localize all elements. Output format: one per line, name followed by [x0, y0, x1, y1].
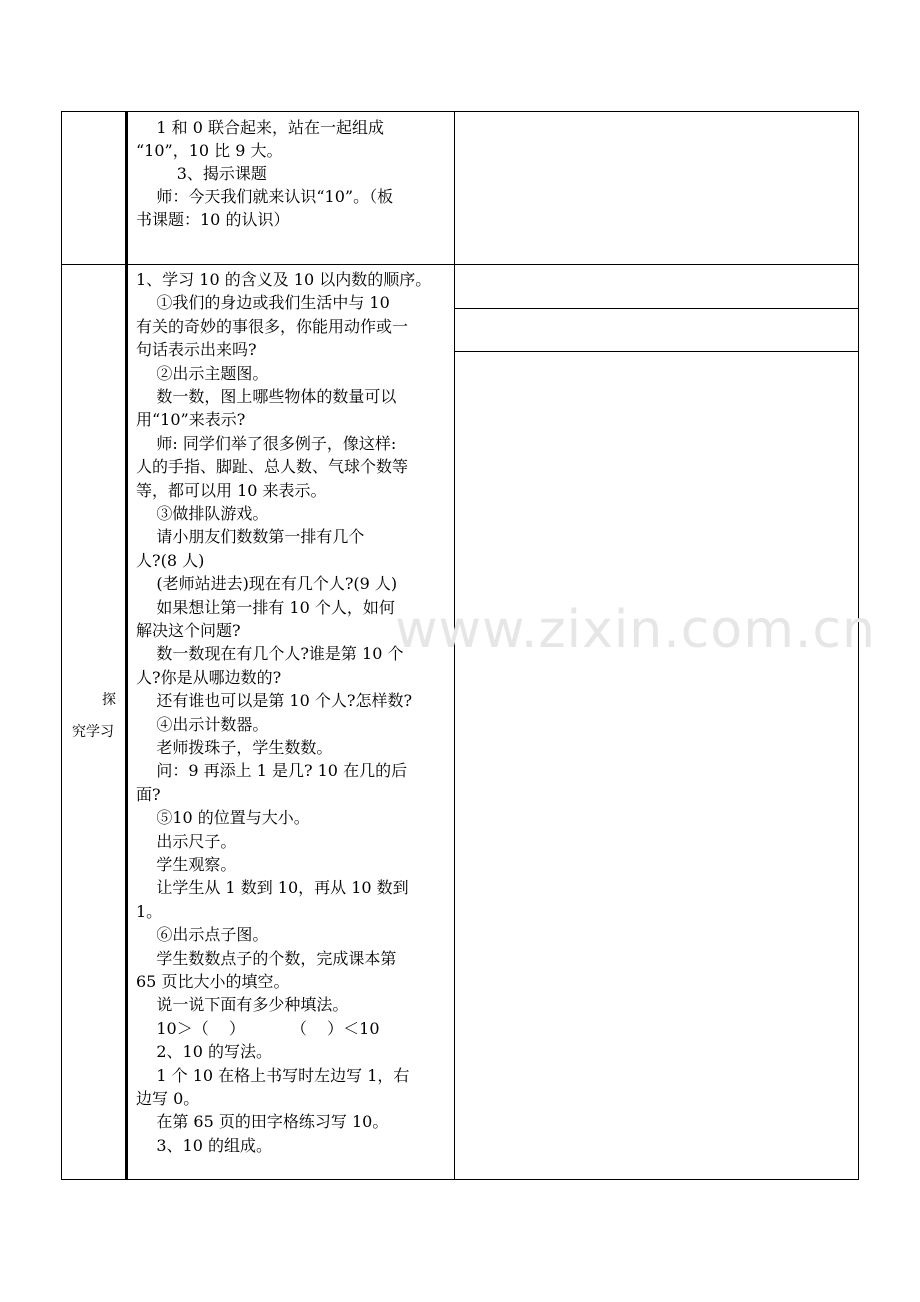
content-line: 师: 同学们举了很多例子，像这样:: [136, 433, 397, 453]
content-line: 3、揭示课题: [136, 164, 267, 183]
content-line: 数一数现在有几个人?谁是第 10 个: [136, 644, 404, 664]
content-line: 1 个 10 在格上书写时左边写 1，右: [136, 1065, 410, 1085]
content-line: 边写 0。: [136, 1089, 200, 1108]
content-line: 老师拨珠子，学生数数。: [136, 738, 333, 757]
notes-divider-1: [455, 308, 859, 309]
content-line: 还有谁也可以是第 10 个人?怎样数?: [136, 691, 413, 711]
content-line: 解决这个问题?: [136, 621, 241, 640]
section-label-bottom: 究学习: [72, 724, 114, 740]
content-line: 1 和 0 联合起来，站在一起组成: [136, 118, 384, 137]
content-line: 10＞（ ） （ ）＜10: [136, 1018, 380, 1038]
content-line: 句话表示出来吗?: [136, 340, 257, 360]
notes-divider-2: [455, 351, 859, 352]
watermark: www.zixin.com.cn: [395, 600, 876, 660]
content-line: 师：今天我们就来认识“10”。（板: [136, 187, 394, 206]
content-line: 在第 65 页的田字格练习写 10。: [136, 1112, 389, 1132]
content-line: 学生观察。: [136, 855, 237, 874]
content-line: 等，都可以用 10 来表示。: [136, 480, 327, 500]
content-line: 书课题：10 的认识）: [136, 210, 290, 229]
table-left-border: [61, 111, 62, 1180]
content-line: ⑤10 的位置与大小。: [136, 808, 310, 828]
row2-content-cell: [128, 266, 454, 1178]
table-bottom-border: [61, 1179, 859, 1180]
section-label-top: 探: [102, 692, 116, 708]
content-line: 让学生从 1 数到 10，再从 10 数到: [136, 878, 409, 898]
content-line: 2、10 的写法。: [136, 1042, 272, 1062]
content-line: 人?(8 人): [136, 550, 205, 570]
content-line: ④出示计数器。: [136, 714, 269, 734]
content-line: 出示尺子。: [136, 831, 237, 851]
content-line: 请小朋友们数数第一排有几个: [136, 527, 365, 547]
content-line: 学生数数点子的个数，完成课本第: [136, 948, 397, 968]
content-line: 人?你是从哪边数的?: [136, 667, 282, 687]
content-line: 65 页比大小的填空。: [136, 972, 290, 991]
content-line: 1。: [136, 901, 163, 921]
content-line: 3、10 的组成。: [136, 1135, 272, 1155]
content-line: 问：9 再添上 1 是几? 10 在几的后: [136, 761, 408, 781]
content-line: 数一数，图上哪些物体的数量可以: [136, 387, 397, 406]
content-line: 人的手指、脚趾、总人数、气球个数等: [136, 457, 409, 477]
content-line: 如果想让第一排有 10 个人，如何: [136, 597, 395, 617]
content-line: ⑥出示点子图。: [136, 925, 269, 945]
content-line: ③做排队游戏。: [136, 504, 269, 523]
content-line: 面?: [136, 784, 161, 804]
content-line: 用“10”来表示?: [136, 410, 246, 430]
content-line: 有关的奇妙的事很多，你能用动作或一: [136, 316, 409, 336]
content-line: 说一说下面有多少种填法。: [136, 995, 349, 1015]
content-line: (老师站进去)现在有几个人?(9 人): [136, 574, 398, 594]
content-line: 1、学习 10 的含义及 10 以内数的顺序。: [136, 270, 432, 289]
content-line: “10”，10 比 9 大。: [136, 141, 283, 160]
content-line: ①我们的身边或我们生活中与 10: [136, 293, 390, 313]
content-line: ②出示主题图。: [136, 363, 269, 383]
row-divider: [61, 264, 859, 265]
row1-content-cell: [128, 112, 454, 264]
